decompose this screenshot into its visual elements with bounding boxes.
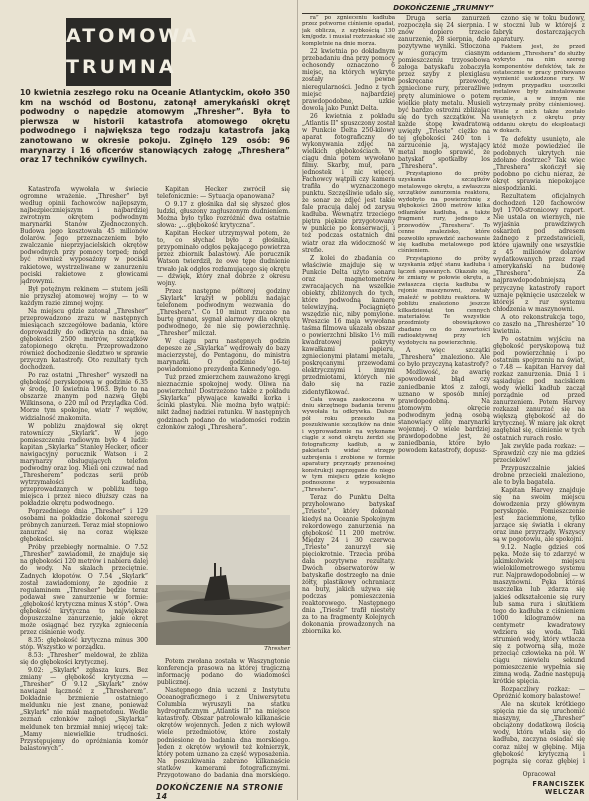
right-column-1 <box>302 15 395 788</box>
paragraph: 8.53: „Thresher” meldował, że zbliża się do głębokości krytycznej. <box>20 652 148 667</box>
title-banner <box>66 18 200 86</box>
paragraph: 9.02: „Skylark” zgłasza kurs. Bez zmiany — głębokość krytyczna — „Thresher” O 9.12 „Skylark” znów nawiązał łączność z „Thresherem”. Dokładnie brzmienie ostatniego meldunku nie jest znane, ponieważ „Skylark” nie miał magnetofonu. Wedle zeznań członków załogi „Skylarka” meldunek ten brzmiał mniej więcej tak: „Mamy niewielkie trudności. Przystępujemy do opróżniania komór balastowych”. <box>20 667 148 752</box>
submarine-photo <box>156 515 290 645</box>
paragraph: Potem zwołana została w Waszyngtonie konferencja prasowa na której tragiczną informację podano do wiadomości publicznej. <box>157 658 290 687</box>
paragraph: Przypuszczalnie jakieś drobne przecieki znaleziono, ale to była bagatela. <box>493 464 585 486</box>
paragraph: O 9.17 z głośnika dał się słyszeć głos ludzki, głuszony zagłuszonym dudnieniem. Można było tylko rozróżnić dwa ostatnie słowa: „...głębokość krytyczna”. <box>157 201 290 230</box>
paragraph: Kapitan Hecker utrzymywał potem, że to, co słychać było z głośnika, przypominało odgłos pękającego powietrza przez zbiornik balastowy. Ale porucznik Watson twierdził, że owe tępe dudnienie trwało jak odgłos rozłamującego się okrętu — dźwięk, który znał dobrze z okresu wojny. <box>157 230 290 287</box>
edited-by-label: Opracował <box>522 771 556 778</box>
paragraph: Poprzedniego dnia „Thresher” i 129 osobami na pokładzie dokonał szeregu próbnych zanurzeń. Teraz miał stopniowo zanurzać się na coraz większe głębokości. <box>20 508 148 544</box>
paragraph: Kapitan Hecker zwrócił się telefonicznie: — Sytuacja opanowana? <box>157 186 290 201</box>
paragraph: Po ostatnim wyjściu na głębokość peryskopową tuż pod powierzchnię i po ostatnim spojrzeniu na świat, o 7.48 — kapitan Harvey dał rozkaz zanurzenia. Dnia 1 i sąsiadując pod naciskiem wody wielki kadłub zaczął porządnie od przed zanurzeniem. Potem Harvey rozkazał zanurzać się na większą głębokość aż do krytycznej. W miarę jak okręt zagłębiał się, ciśnienie w tych ostatnich rurach rosło. <box>493 335 585 442</box>
left-page <box>6 6 292 801</box>
paragraph: Rozpaczliwy rozkaz: — Opróżnić komory balastowe! <box>493 686 585 701</box>
page-gutter <box>297 0 298 800</box>
paragraph: Tuż przed zmierzchem zauważono kręgi nieznacznie spokojnej wody. Oliwa na powierzchni! Dostrzeżono także z pokładu „Skylarka” pływające kawałki korka i ścinki plastyku. Nie można było wątpić: nikt żadnej nadziei ratunku. W następnych godzinach podano do wiadomości rodzin członków załogi „Threshera”. <box>157 374 290 431</box>
left-column-2 <box>157 186 290 513</box>
paragraph: Cała uwaga zaskoczona w dniu skrzętnego badania terenu wywołała ta odkrywka. Dalsze pół roku przeszło na poszukiwanie szczątków na dnie i wyprowadzenie na wykonane ciągle z sond okrętu żerdzi się fotograficzny kadłub, a w pakietach widać strzępy uzbrojenia i zrobione w formie aparatury przyrządy przenośnej konstrukcji zaprzęgane do niego w tym miejscu gdzie kolejno podnoszone z wyposażenia „Threshera”. <box>302 396 395 493</box>
submarine-illustration <box>156 515 290 645</box>
author-signature: FRANCISZEK WELCZAR <box>532 780 585 796</box>
lead-paragraph: 10 kwietnia zeszłego roku na Oceanie Atlantyckim, około 350 km na wschód od Bostonu, zatonął amerykański okręt podwodny o napędzie atomowym „Thresher”. Była to pierwsza w historii katastrofa atomowego okrętu podwodnego i największa tego rodzaju katastrofa jaką zanotowano w okresie pokoju. Zginęło 129 osób: 96 marynarzy i 16 oficerów stanowiących załogę „Threshera” oraz 17 techników cywilnych. <box>20 88 290 165</box>
title-line-2: TRUMNA <box>66 56 177 78</box>
paragraph: Możliwość, że awarię spowodował błąd czy zaniedbanie ktoś z załogi, uznano w sposób mniej prawdopodobną. Na atomowym okręcie podwodnym jedną osobą stanowiący elitę marynarki wojennej. O wiele bardziej prawdopodobne jest, że zaniedbania, które było powodem katastrofy, dopusz- <box>398 369 490 454</box>
header-rule <box>302 13 585 14</box>
paragraph: Na miejscu gdzie zatonął „Thresher” przeprowadzono zrazu w następnych miesiącach szczegółowe badania, które doprowadziły do odkrycia na dnie, na głębokości 2500 metrów, szczątków zatopionego okrętu. Przeprowadzono również dochodzenie śledztwo w sprawie przyczyn katastrofy. Oto rezultaty tych dochodzeń. <box>20 307 148 372</box>
paragraph: A więc szczątki „Threshera” znaleziono. Ale co było przyczyną katastrofy? <box>398 347 490 369</box>
paragraph: A oto rekonstrukcja tego, co zaszło na „Thresherze” 10 kwietnia. <box>493 313 585 335</box>
right-column-2 <box>398 15 490 788</box>
paragraph: 9.12. Nagle gdzieś coś pęka. Może się to zdarzyć w jakimkolwiek miejscu wielokilometrowego systemu rur. Najprawdopodobniej — w maszynowni. Pęka któraś uszczelka lub zdarza się jakieś odkształcenie się rury lub sama rura i skutkiem tego do kadłuba z ciśnieniem 1000 kilogramów na centymetr kwadratowy wdziera się woda. Taki strumień wody, który wtłacza się z potworną siłą, może przeciąć człowieka na pół. W ciągu niewielu sekund pomieszczenie wypełnia się zimną wodą. Żadne następują krótkie spięcia. <box>493 544 585 686</box>
right-column-3 <box>493 15 585 765</box>
paragraph: W ciągu paru następnych godzin depesze ze „Skylarka” wędrowały do bazy macierzystej, do Pentagonu, do ministra marynarki. O godzinie 16-tej powiadomiono prezydenta Kennedy'ego. <box>157 337 290 374</box>
left-column-1 <box>20 186 148 776</box>
paragraph: Próby przebiegły normalnie. O 7.52 „Thresher” zawiadomił, że znajduje się na głębokości 120 metrów i nabiera dalej do wody. Na skalach przeciętnie. Zadnych kłopotów. O 7.54 „Skylark” został zawiadomiony, że zgodnie z regulaminem „Thresher” będzie teraz podawał swe zanurzenie w formie: „głębokość krytyczna minus X stóp”. Owa głębokość krytyczna to największe dopuszczalne zanurzenie, jakie okręt może osiągnąć bez ryzyka zgniecenia przez ciśnienie wody. <box>20 544 148 636</box>
paragraph: Katastrofa wywołała w świecie ogromne wrażenie. „Thresher” był według opinii fachowców najlepszym, najbezpieczniejszym i najbardziej zwrotnym okrętem podwodnym marynarki Stanów Zjednoczonych. Budowa jego kosztowała 45 milionów dolarów. Jego przeznaczeniem było zwalczanie nieprzyjacielskich okrętów podwodnych przy pomocy torped; mógł być również wyposażony w pociski rakietowe, wystrzeliwane w zanurzeniu pociski rakietowe z głowicami jądrowymi. <box>20 186 148 285</box>
paragraph: Następnego dnia uczeni z Instytutu Oceanograficznego i z Uniwersytetu Columbia wyruszyli na statku hydrograficznym „Atlantis II” na miejsce katastrofy. Obszar patrolowało kilkanaście okrętów wojennych. Jeden z nich wyłowił wiele przedmiotów, które zostały podniesione do badania dna morskiego. Jeden z okrętów wyłowił też kołnierzyk, który potem uznano za część wyposażenia. Na poszukiwania zabrano kilkanaście statków kamerami fotograficznymi. Przygotowano do badania dna morskiego. <box>157 687 290 778</box>
paragraph: Teraz do Punktu Delta przyholowano batyskaf „Trieste”, który dokonał kiedyś na Oceanie Spokojnym rekordowego zanurzenia na głębokość 11 200 metrów. Między 24 i 30 czerwca „Trieste” zanurzył się pięciokrotnie. Trzecia próba dała pozytywne rezultaty. Dwóch obserwatorów w batyskafie dostrzegło na dnie żółty, plastikowy ochraniacz na buty, jakich używa się podczas pomieszczenia reaktorowego. Następnego dnia „Trieste” trafił niestety za to na fragmenty Kolejnych dokonania prowadzonych na zbiornika ko. <box>302 494 395 636</box>
paragraph: Kapitan Harvey znajduje się na swoim miejscu dowodzenia przy głównym peryskopie. Pomieszczenie jest zaciemnione, tylko jarzące się światła i ekrany oraz inne przyrządy. Wszyscy są w pogotowiu, ale spokojni. <box>493 486 585 544</box>
paragraph: Po raz ostatni „Thresher” wyszedł na głębokość peryskopową w godzinie 6.35 w środę, 10 kwietnia 1963. Było to na obszarze znanym pod nazwą Głębi Wilkinsona, o 220 mil od Przylądka Cod. Morze tym spokojne, wiatr 7 węzłów, widzialność znakomita. <box>20 372 148 422</box>
continuation-header: DOKOŃCZENIE „TRUMNY” <box>393 4 494 12</box>
paragraph: Przystąpiono do próby uzyskania szczątków metalowego okrętu, a zwłaszcza szczątków zanurzenia reaktora, wydobyto na powierzchnię z głębokości 2600 metrów kilka odłamków kadłuba, a także fragment rury, jednego z przewodów „Threshera”. To cenne znalezisko, które pozwoliło sprawdzić zachowanie się kadłuba metalowego pod ciśnieniem. <box>398 171 490 255</box>
paragraph: ra” po zgnieceniu kadłuba przez potworne ciśnienie opadał, jak oblicza, z szybkością 130 km/godz. i musiał roztrzaskać się kompletnie na dnie morza. <box>302 15 395 47</box>
paragraph: Przystąpiono do próby uzyskania zdjęć stanu kadłuba i łączeń spawanych. Okazało się, że zmiany w połowie okrętu, a zwłaszcza cięcia kadłuba w rejonie maszynowni, zostały znaleźć w pobliżu reaktora. W pobliżu znaleziono jeszcze kilkadziesiąt ton cennych materiałów. Te wszystkie przedmioty obowiązkowo zbadano co do zawartości radioaktywnej przy ich wydobyciu na powierzchnię. <box>398 255 490 346</box>
continued-on-page-footer: DOKOŃCZENIE NA STRONIE 14 <box>156 783 284 801</box>
photo-caption: Thresher <box>264 646 290 652</box>
paragraph: 26 kwietnia z pokładu „Atlantis II” spuszczony został w Punkcie Delta 250-kilowy aparat fotograficzny do wykonywania zdjęć na wielkich głębokościach. W ciągu dnia potem wywołano filmy. Skarby, muł, para jednostek i nic więcej. Fachowcy wątpili czy kamera trafiła do wyznaczonego punktu. Szczęśliwie udało się, że sonar ze zdjęć jest takie fale pracują dalej od zarysu kadłuba. Wewnątrz trzeciego piętra pięknie przygotowany w punkcie po konserwacji, i też podczas ostatnich dni wiatr oraz zła widoczność w strefie. <box>302 112 395 254</box>
right-page <box>302 4 585 796</box>
paragraph: Był potężnym rekinem — stutem jeśli nie przyszłej atomowej wojny — to w każdym razie zimnej wojny. <box>20 285 148 307</box>
paragraph: Faktem jest, że przed oddaniem „Threshera” do służby wykryto na nim szereg komponentów defektów, tak że ostatecznie w pracy próbowano wymienić uszkodzone rury. W jednym przypadku uszczelki metalowe były zainstalowane ręcznie, a w innym nie wytrzymały próby ciśnieniowej. Wiele z nich także zostało usuniętych z okrętu przy oddaniu okrętu do eksploatacji w dokach. <box>493 44 585 135</box>
paragraph: Ale na skutek krótkiego spięcia nie da się uruchomić maszyny, „Thresher” obciążony dodatkową ilością wody, która wlała się do kadłuba, zaczyna osiadać się coraz niżej w głębinę. Mija głębokość krytyczną i pogrąża się coraz głębiej i <box>493 701 585 765</box>
paragraph: 22 kwietnia po dokładnym przebadaniu dna przy pomocy echosondy oznaczono 6 miejsc, na których wykryte zostały pewne nieregularności. Jedno z tych miejsc najbardziej prawdopodobne, uzkie dowolą jako Punkt Delta. <box>302 48 395 112</box>
paragraph: Przez następne półtorej godziny „Skylark” krążył w pobliżu nadając telefonem podwodnym wezwania do „Threshera”. Co 10 minut rzucano na burtę granat, sygnał alarmowy dla okrętu podwodnego, że nie się powierzchnię. „Thresher” milczał. <box>157 287 290 337</box>
paragraph: Te defekty usunięto, ale któż może powiedzieć ile podobnych ukrytych nie zdołano dostrzec? Tak więc „Threshera” skończył się podobno po cichu nieraz, że okręt sprawia niepokojące niespodzianki. <box>493 135 585 192</box>
paragraph: Rezultatem oficjalnych dochodzeń 120 fachowców był 1700-stronicowy raport. Nie ustala on wiernych, nie wyjaśnia prawdziwych oskarżeń pod adresem żadnego z przedstawicieli, które ujawniły one wszystkie z 45 milionów dolarów wydatkowanych przez rząd amerykański na budowę „Threshera”. Za najprawdopodobniejszą przyczynę katastrofy raport uznaje pęknięcie uszczelek w którejś z rur systemu chłodzenia w maszynowni. <box>493 192 585 313</box>
paragraph: Druga seria zanurzeń rozpoczęła się 24 sierpnia. I znów dopiero trzecie zanurzenie, 28 sierpnia, dało pozytywne wyniki. Stłoczona w gorącym ciasnym pomieszczeniu trzyosobowa załoga batyskafu zobaczyła przez szyby z plexiglasu poskręcane przewody, zgniecione rury, przeraźliwe pręty aluminiowe o potem wielkie płaty metalu. Musieli być bardzo ostrożni zbliżając się do tych szczątków. Na każde stopę kwadratową uwięzły „Trieste” ciężko na tej głębokości 240 ton i zarzucenie ją, wystający metal mogło sprawić, że batyskaf spotkałby los „Threshera”. <box>398 15 490 170</box>
paragraph: W pobliżu znajdował się okręt ratowniczy „Skylark”. W jego pomieszczeniu radiowym było 4 ludzi: kapitan „Skylarka” Stanley Hecker, oficer nawigacyjny porucznik Watson i 2 marynarzy obsługujących telefon podwodny oraz log. Mieli oni czuwać nad „Thresherem” podczas serii prób wytrzymałości kadłuba, przeprowadzanych w pobliżu tego miejsca i przez nieco dłuższy czas na pokładzie okrętu podwodnego. <box>20 422 148 508</box>
left-column-2-continued <box>157 658 290 778</box>
paragraph: czono się w toku budowy, w stoczni lub w którejś z fabryk dostarczających aparatury. <box>493 15 585 44</box>
paragraph: Jak zwykle pada rozkaz: — Sprawdzić czy nie ma gdzieś przecieków! <box>493 442 585 464</box>
paragraph: Z kolei do zbadania co właściwie znajduje się w Punkcie Delta użyto sonaru oraz magnetometrów zwracających na wszelkie obiekty, zbliżonych do tych, które podwodną kamerę telewizyjną. Pociągnięto wszędzie nic, niby pomylone. Wreszcie 16 maja wywołana taśma filmowa ukazała obszar o powierzchni blisko 1½ mili kwadratowej pokryty kawałkami papieru, zgniecionymi płatami metalu, poskręcanymi przewodami elektrycznymi i innymi przedmiotami, których nie dało się na razie zidentyfikować. <box>302 254 395 396</box>
title-line-1: ATOMOWA <box>66 25 200 47</box>
paragraph: 8.35: głębokość krytyczna minus 300 stóp. Wszystko w porządku. <box>20 636 148 651</box>
